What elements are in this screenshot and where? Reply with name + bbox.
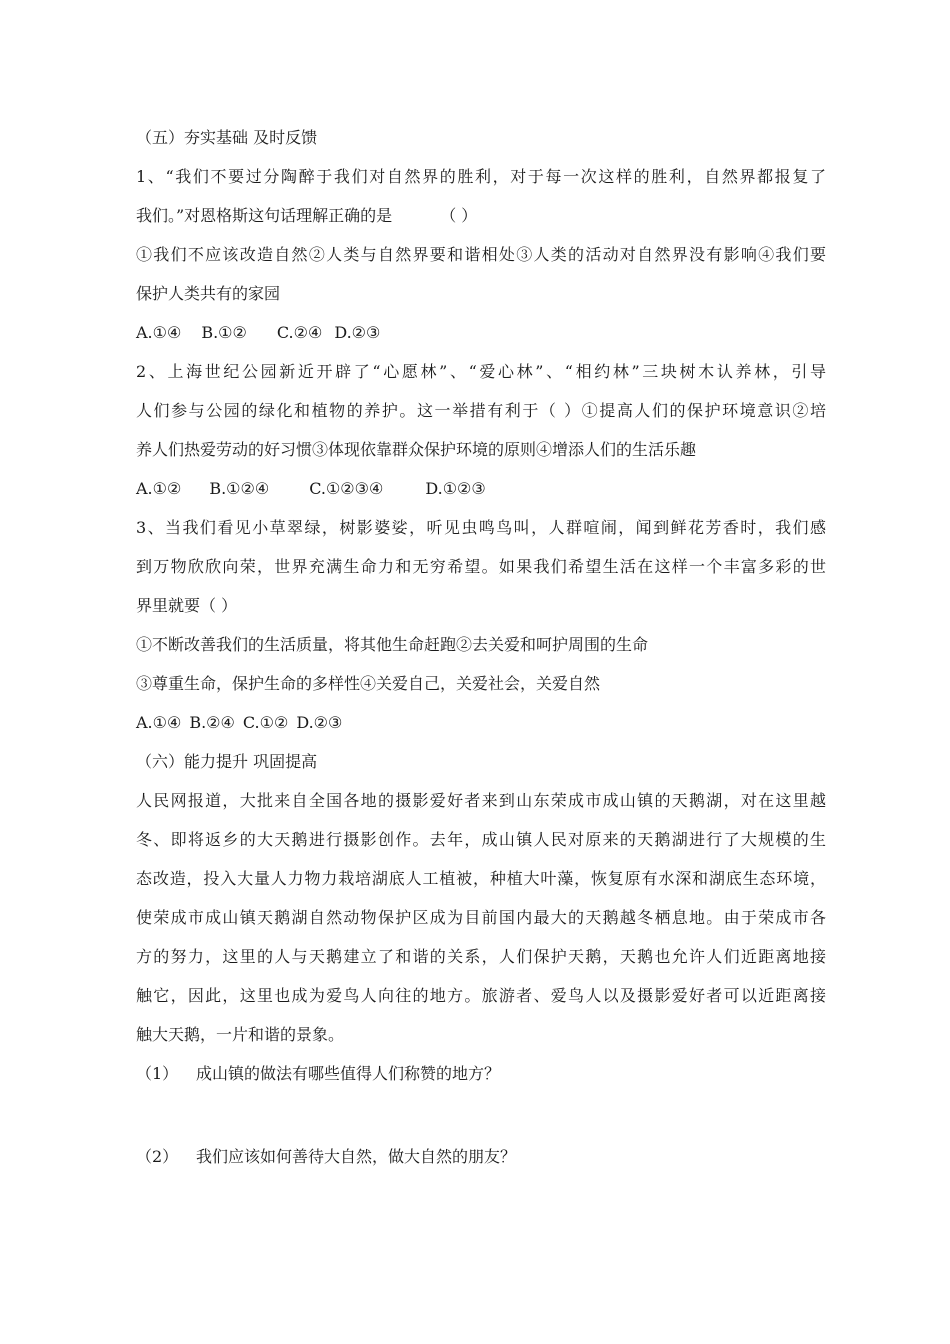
section5-title: （五）夯实基础 及时反馈 bbox=[136, 128, 318, 147]
q3-line-2: 到万物欣欣向荣，世界充满生命力和无穷希望。如果我们希望生活在这样一个丰富多彩的世 bbox=[136, 557, 826, 576]
q1-option-d: D.②③ bbox=[334, 323, 381, 342]
q3-option-d: D.②③ bbox=[296, 713, 343, 732]
q1-line-2-text: 我们。”对恩格斯这句话理解正确的是 bbox=[136, 206, 393, 225]
q1-line-2 bbox=[136, 196, 826, 235]
question-1 bbox=[136, 157, 826, 352]
passage-line-1: 人民网报道，大批来自全国各地的摄影爱好者来到山东荣成市成山镇的天鹅湖，对在这里越 bbox=[136, 791, 826, 810]
passage-line-5: 方的努力，这里的人与天鹅建立了和谐的关系，人们保护天鹅，天鹅也允许人们近距离地接 bbox=[136, 947, 826, 966]
sub-question-2-number: （2） bbox=[136, 1147, 179, 1166]
document-content bbox=[136, 118, 826, 1176]
q3-statements-2: ③尊重生命，保护生命的多样性④关爱自己，关爱社会，关爱自然 bbox=[136, 674, 601, 693]
q2-option-a: A.①② bbox=[136, 479, 182, 498]
q2-options bbox=[136, 469, 826, 508]
q3-option-a: A.①④ bbox=[136, 713, 182, 732]
sub-question-1-number: （1） bbox=[136, 1064, 179, 1083]
sub-question-1 bbox=[136, 1054, 826, 1093]
answer-space-1 bbox=[136, 1093, 826, 1137]
passage-line-4: 使荣成市成山镇天鹅湖自然动物保护区成为目前国内最大的天鹅越冬栖息地。由于荣成市各 bbox=[136, 908, 826, 927]
q1-statements-1: ①我们不应该改造自然②人类与自然界要和谐相处③人类的活动对自然界没有影响④我们要 bbox=[136, 245, 826, 264]
q2-option-b: B.①②④ bbox=[209, 479, 270, 498]
passage-line-2: 冬、即将返乡的大天鹅进行摄影创作。去年，成山镇人民对原来的天鹅湖进行了大规模的生 bbox=[136, 830, 826, 849]
q1-statements-2: 保护人类共有的家园 bbox=[136, 284, 281, 303]
sub-question-2 bbox=[136, 1137, 826, 1176]
q3-line-3: 界里就要（ ） bbox=[136, 596, 238, 615]
q1-line-1: 1、“我们不要过分陶醉于我们对自然界的胜利，对于每一次这样的胜利，自然界都报复了 bbox=[136, 167, 826, 186]
q2-line-3: 养人们热爱劳动的好习惯③体现依靠群众保护环境的原则④增添人们的生活乐趣 bbox=[136, 440, 697, 459]
passage-line-7: 触大天鹅，一片和谐的景象。 bbox=[136, 1025, 345, 1044]
q3-option-b: B.②④ bbox=[189, 713, 235, 732]
q1-options bbox=[136, 313, 826, 352]
q2-line-1: 2、上海世纪公园新近开辟了“心愿林”、“爱心林”、“相约林”三块树木认养林，引导 bbox=[136, 362, 826, 381]
q3-option-c: C.①② bbox=[242, 713, 289, 732]
q1-answer-paren: （ ） bbox=[440, 206, 478, 225]
q2-option-d: D.①②③ bbox=[425, 479, 486, 498]
q2-option-c: C.①②③④ bbox=[309, 479, 384, 498]
sub-question-2-text: 我们应该如何善待大自然，做大自然的朋友？ bbox=[196, 1147, 517, 1166]
q3-line-1: 3、当我们看见小草翠绿，树影婆娑，听见虫鸣鸟叫，人群喧闹，闻到鲜花芳香时，我们感 bbox=[136, 518, 826, 537]
q1-option-a: A.①④ bbox=[136, 323, 182, 342]
q2-line-2: 人们参与公园的绿化和植物的养护。这一举措有利于（ ）①提高人们的保护环境意识②培 bbox=[136, 401, 826, 420]
section6-title: （六）能力提升 巩固提高 bbox=[136, 752, 318, 771]
q3-options bbox=[136, 703, 826, 742]
q1-option-c: C.②④ bbox=[276, 323, 323, 342]
passage bbox=[136, 781, 826, 1054]
q1-option-b: B.①② bbox=[201, 323, 247, 342]
passage-line-3: 态改造，投入大量人力物力栽培湖底人工植被，种植大叶藻，恢复原有水深和湖底生态环境， bbox=[136, 869, 826, 888]
q3-statements-1: ①不断改善我们的生活质量，将其他生命赶跑②去关爱和呵护周围的生命 bbox=[136, 635, 649, 654]
question-2 bbox=[136, 352, 826, 508]
question-3 bbox=[136, 508, 826, 742]
passage-line-6: 触它，因此，这里也成为爱鸟人向往的地方。旅游者、爱鸟人以及摄影爱好者可以近距离接 bbox=[136, 986, 826, 1005]
sub-question-1-text: 成山镇的做法有哪些值得人们称赞的地方？ bbox=[196, 1064, 501, 1083]
